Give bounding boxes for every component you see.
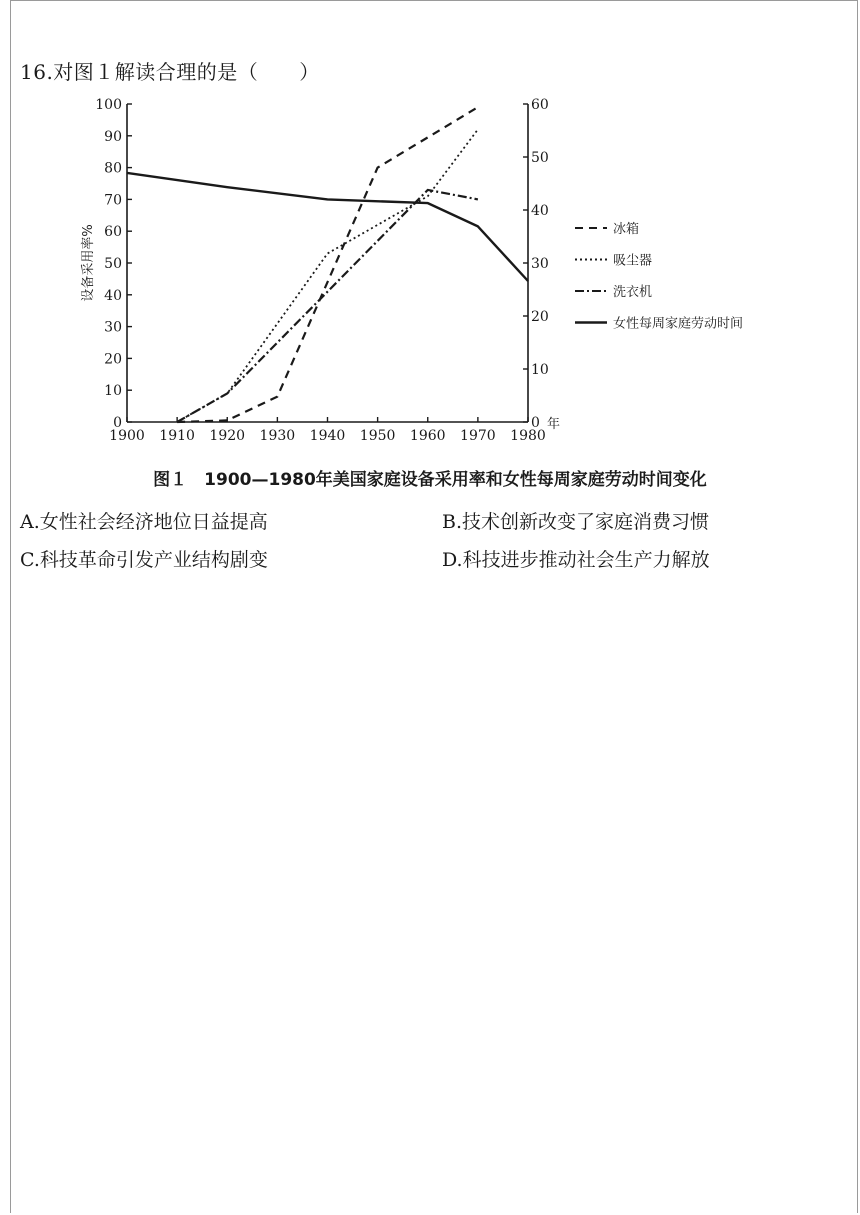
option-d-letter: D. — [442, 549, 463, 571]
figure-caption: 图１ 1900—1980年美国家庭设备采用率和女性每周家庭劳动时间变化 — [153, 470, 707, 490]
legend-label-2: 吸尘器 — [613, 253, 653, 269]
y-tick-label-left: 80 — [104, 160, 122, 177]
y-tick-label-left: 30 — [104, 319, 122, 336]
y-tick-label-left: 70 — [104, 192, 122, 209]
y-tick-label-left: 20 — [104, 351, 122, 368]
option-b[interactable] — [442, 507, 709, 534]
y-tick-label-right: 0 — [531, 415, 540, 431]
option-b-letter: B. — [442, 511, 463, 533]
option-c-letter: C. — [20, 549, 40, 571]
x-tick-label: 1900 — [109, 428, 145, 444]
x-tick-label: 1970 — [460, 428, 496, 444]
series-line-1 — [177, 107, 478, 422]
x-tick-label: 1980 — [510, 428, 546, 444]
y-tick-label-left: 50 — [104, 256, 122, 272]
y-tick-label-left: 0 — [113, 415, 122, 431]
x-tick-label: 1960 — [409, 428, 446, 444]
y-tick-label-right: 40 — [531, 203, 549, 219]
series-line-3 — [177, 190, 478, 422]
x-tick-label: 1950 — [359, 428, 396, 444]
option-a-text: 女性社会经济地位日益提高 — [39, 511, 268, 533]
series-line-2 — [177, 129, 478, 422]
x-tick-label: 1930 — [259, 428, 296, 444]
y-tick-label-left: 60 — [104, 224, 122, 241]
y-tick-label-left: 90 — [104, 128, 122, 145]
option-c[interactable] — [20, 545, 268, 572]
legend-label-4: 女性每周家庭劳动时间 — [613, 316, 744, 332]
y-tick-label-left: 40 — [104, 287, 122, 304]
x-tick-label: 1940 — [309, 428, 346, 444]
x-tick-label: 1910 — [159, 428, 195, 444]
option-c-text: 科技革命引发产业结构剧变 — [39, 549, 268, 571]
option-d-text: 科技进步推动社会生产力解放 — [462, 549, 710, 571]
chart-legend — [575, 222, 743, 332]
y-tick-label-left: 100 — [95, 97, 122, 113]
y-tick-label-right: 10 — [531, 362, 549, 378]
chart-series — [127, 107, 528, 422]
option-a-letter: A. — [20, 511, 40, 533]
option-a[interactable] — [20, 507, 268, 534]
y-tick-label-right: 60 — [531, 97, 549, 113]
legend-label-3: 洗衣机 — [613, 285, 653, 300]
y-tick-label-right: 20 — [531, 309, 549, 325]
y-tick-label-right: 50 — [531, 150, 549, 166]
question-text: 16.对图１解读合理的是（ ） — [20, 60, 320, 84]
chart — [0, 0, 860, 460]
legend-label-1: 冰箱 — [613, 222, 640, 237]
option-b-text: 技术创新改变了家庭消费习惯 — [462, 511, 710, 533]
y-axis-label: 设备采用率% — [81, 224, 96, 302]
x-tick-label: 1920 — [209, 428, 246, 444]
series-line-4 — [127, 173, 528, 281]
chart-axes — [81, 97, 560, 444]
y-tick-label-left: 10 — [104, 383, 122, 400]
option-d[interactable] — [442, 545, 710, 572]
x-axis-label: 年 — [547, 417, 561, 432]
y-tick-label-right: 30 — [531, 256, 549, 272]
